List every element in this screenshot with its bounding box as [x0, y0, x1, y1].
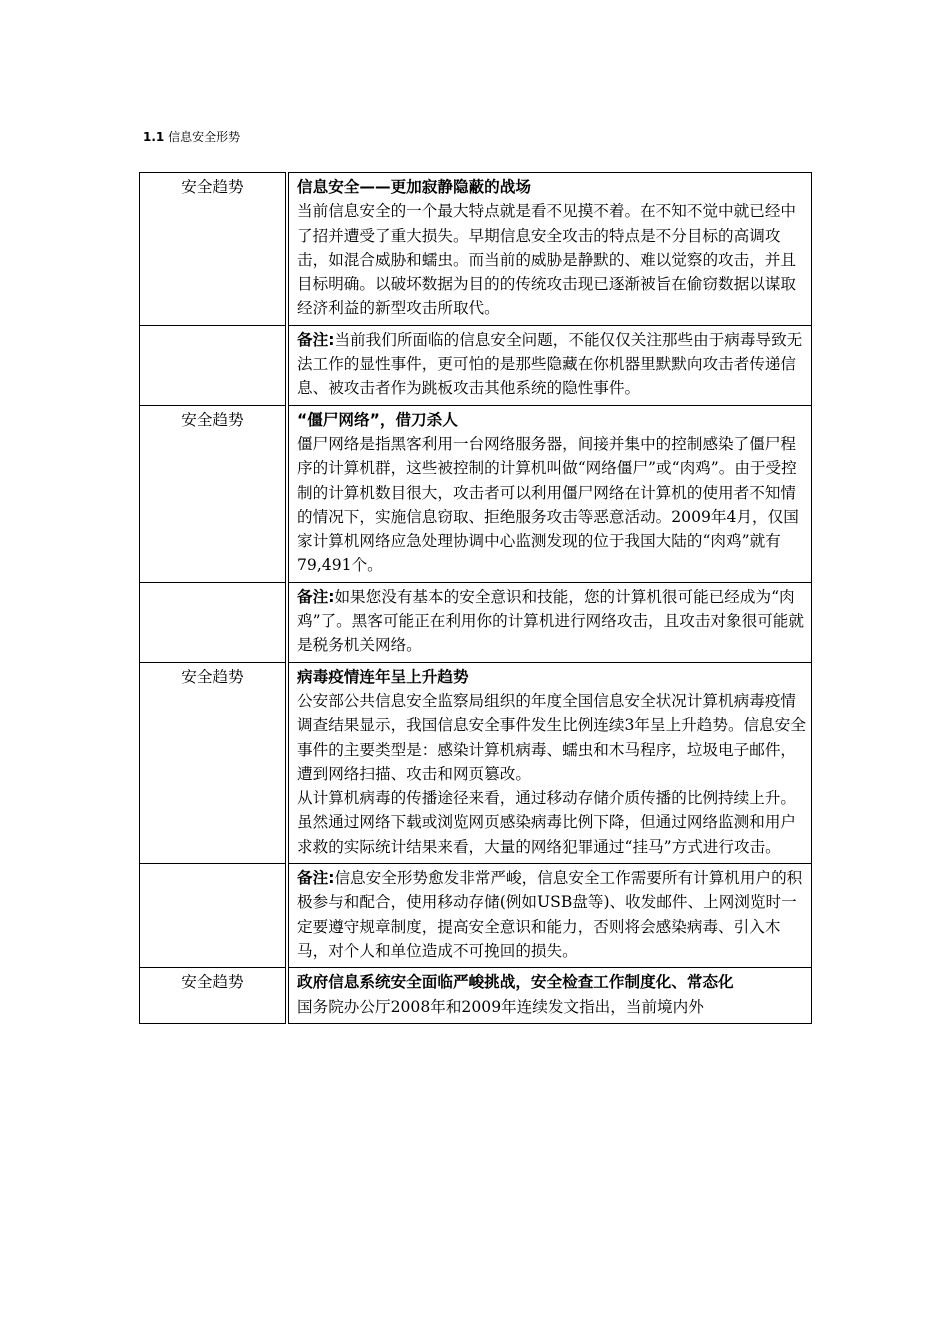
- trend-title: 政府信息系统安全面临严峻挑战，安全检查工作制度化、常态化: [297, 973, 734, 992]
- note-cell: [287, 325, 812, 405]
- note-label: 备注:: [297, 587, 335, 606]
- trend-paragraph: 当前信息安全的一个最大特点就是看不见摸不着。在不知不觉中就已经中了招并遭受了重大损失。早期信息安全攻击的特点是不分目标的高调攻击，如混合威胁和蠕虫。而当前的威胁是静默的、难以觉察的攻击，并且目标明确。以破坏数据为目的的传统攻击现已逐渐被旨在偷窃数据以谋取经济利益的新型攻击所取代。: [297, 202, 797, 318]
- table-row: [140, 405, 812, 582]
- trend-content: [287, 968, 812, 1024]
- section-heading: [143, 128, 240, 145]
- trend-paragraph: 国务院办公厅2008年和2009年连续发文指出，当前境内外: [297, 997, 704, 1016]
- heading-number: 1.1: [143, 130, 165, 144]
- table-row: [140, 173, 812, 326]
- trend-title: 信息安全——更加寂静隐蔽的战场: [297, 178, 531, 196]
- note-text: 当前我们所面临的信息安全问题，不能仅仅关注那些由于病毒导致无法工作的显性事件，更可怕的是那些隐藏在你机器里默默向攻击者传递信息、被攻击者作为跳板攻击其他系统的隐性事件。: [297, 330, 803, 398]
- table-row: [140, 325, 812, 405]
- table-row: [140, 582, 812, 662]
- empty-label-cell: [140, 582, 288, 662]
- table-row: [140, 662, 812, 863]
- security-trend-table: [139, 172, 812, 1024]
- note-text: 信息安全形势愈发非常严峻，信息安全工作需要所有计算机用户的积极参与和配合，使用移动存储(例如USB盘等)、收发邮件、上网浏览时一定要遵守规章制度，提高安全意识和能力，否则将会感染病毒、引入木马，对个人和单位造成不可挽回的损失。: [297, 869, 803, 960]
- note-cell: [287, 582, 812, 662]
- note-label: 备注:: [297, 869, 335, 888]
- heading-text: 信息安全形势: [168, 130, 241, 144]
- empty-label-cell: [140, 325, 288, 405]
- empty-label-cell: [140, 864, 288, 968]
- trend-label: 安全趋势: [140, 405, 288, 582]
- trend-label: 安全趋势: [140, 968, 288, 1024]
- trend-label: 安全趋势: [140, 662, 288, 863]
- trend-content: [287, 405, 812, 582]
- trend-content: [287, 173, 812, 326]
- trend-paragraph: 从计算机病毒的传播途径来看，通过移动存储介质传播的比例持续上升。虽然通过网络下载或浏览网页感染病毒比例下降，但通过网络监测和用户求救的实际统计结果来看，大量的网络犯罪通过“挂马”方式进行攻击。: [297, 789, 797, 856]
- trend-content: [287, 662, 812, 863]
- table-row: [140, 864, 812, 968]
- trend-label: 安全趋势: [140, 173, 288, 326]
- trend-paragraph: 僵尸网络是指黑客利用一台网络服务器，间接并集中的控制感染了僵尸程序的计算机群，这些被控制的计算机叫做“网络僵尸”或“肉鸡”。由于受控制的计算机数目很大，攻击者可以利用僵尸网络在计算机的使用者不知情的情况下，实施信息窃取、拒绝服务攻击等恶意活动。2009年4月，仅国家计算机网络应急处理协调中心监测发现的位于我国大陆的“肉鸡”就有79,491个。: [297, 434, 799, 575]
- table-row: [140, 968, 812, 1024]
- trend-title: “僵尸网络”，借刀杀人: [297, 410, 458, 429]
- trend-title: 病毒疫情连年呈上升趋势: [297, 667, 469, 686]
- note-label: 备注:: [297, 330, 335, 349]
- note-text: 如果您没有基本的安全意识和技能，您的计算机很可能已经成为“肉鸡”了。黑客可能正在利用你的计算机进行网络攻击，且攻击对象很可能就是税务机关网络。: [297, 587, 804, 655]
- trend-paragraph: 公安部公共信息安全监察局组织的年度全国信息安全状况计算机病毒疫情调查结果显示，我国信息安全事件发生比例连续3年呈上升趋势。信息安全事件的主要类型是：感染计算机病毒、蠕虫和木马程序，垃圾电子邮件，遭到网络扫描、攻击和网页篡改。: [297, 691, 806, 783]
- note-cell: [287, 864, 812, 968]
